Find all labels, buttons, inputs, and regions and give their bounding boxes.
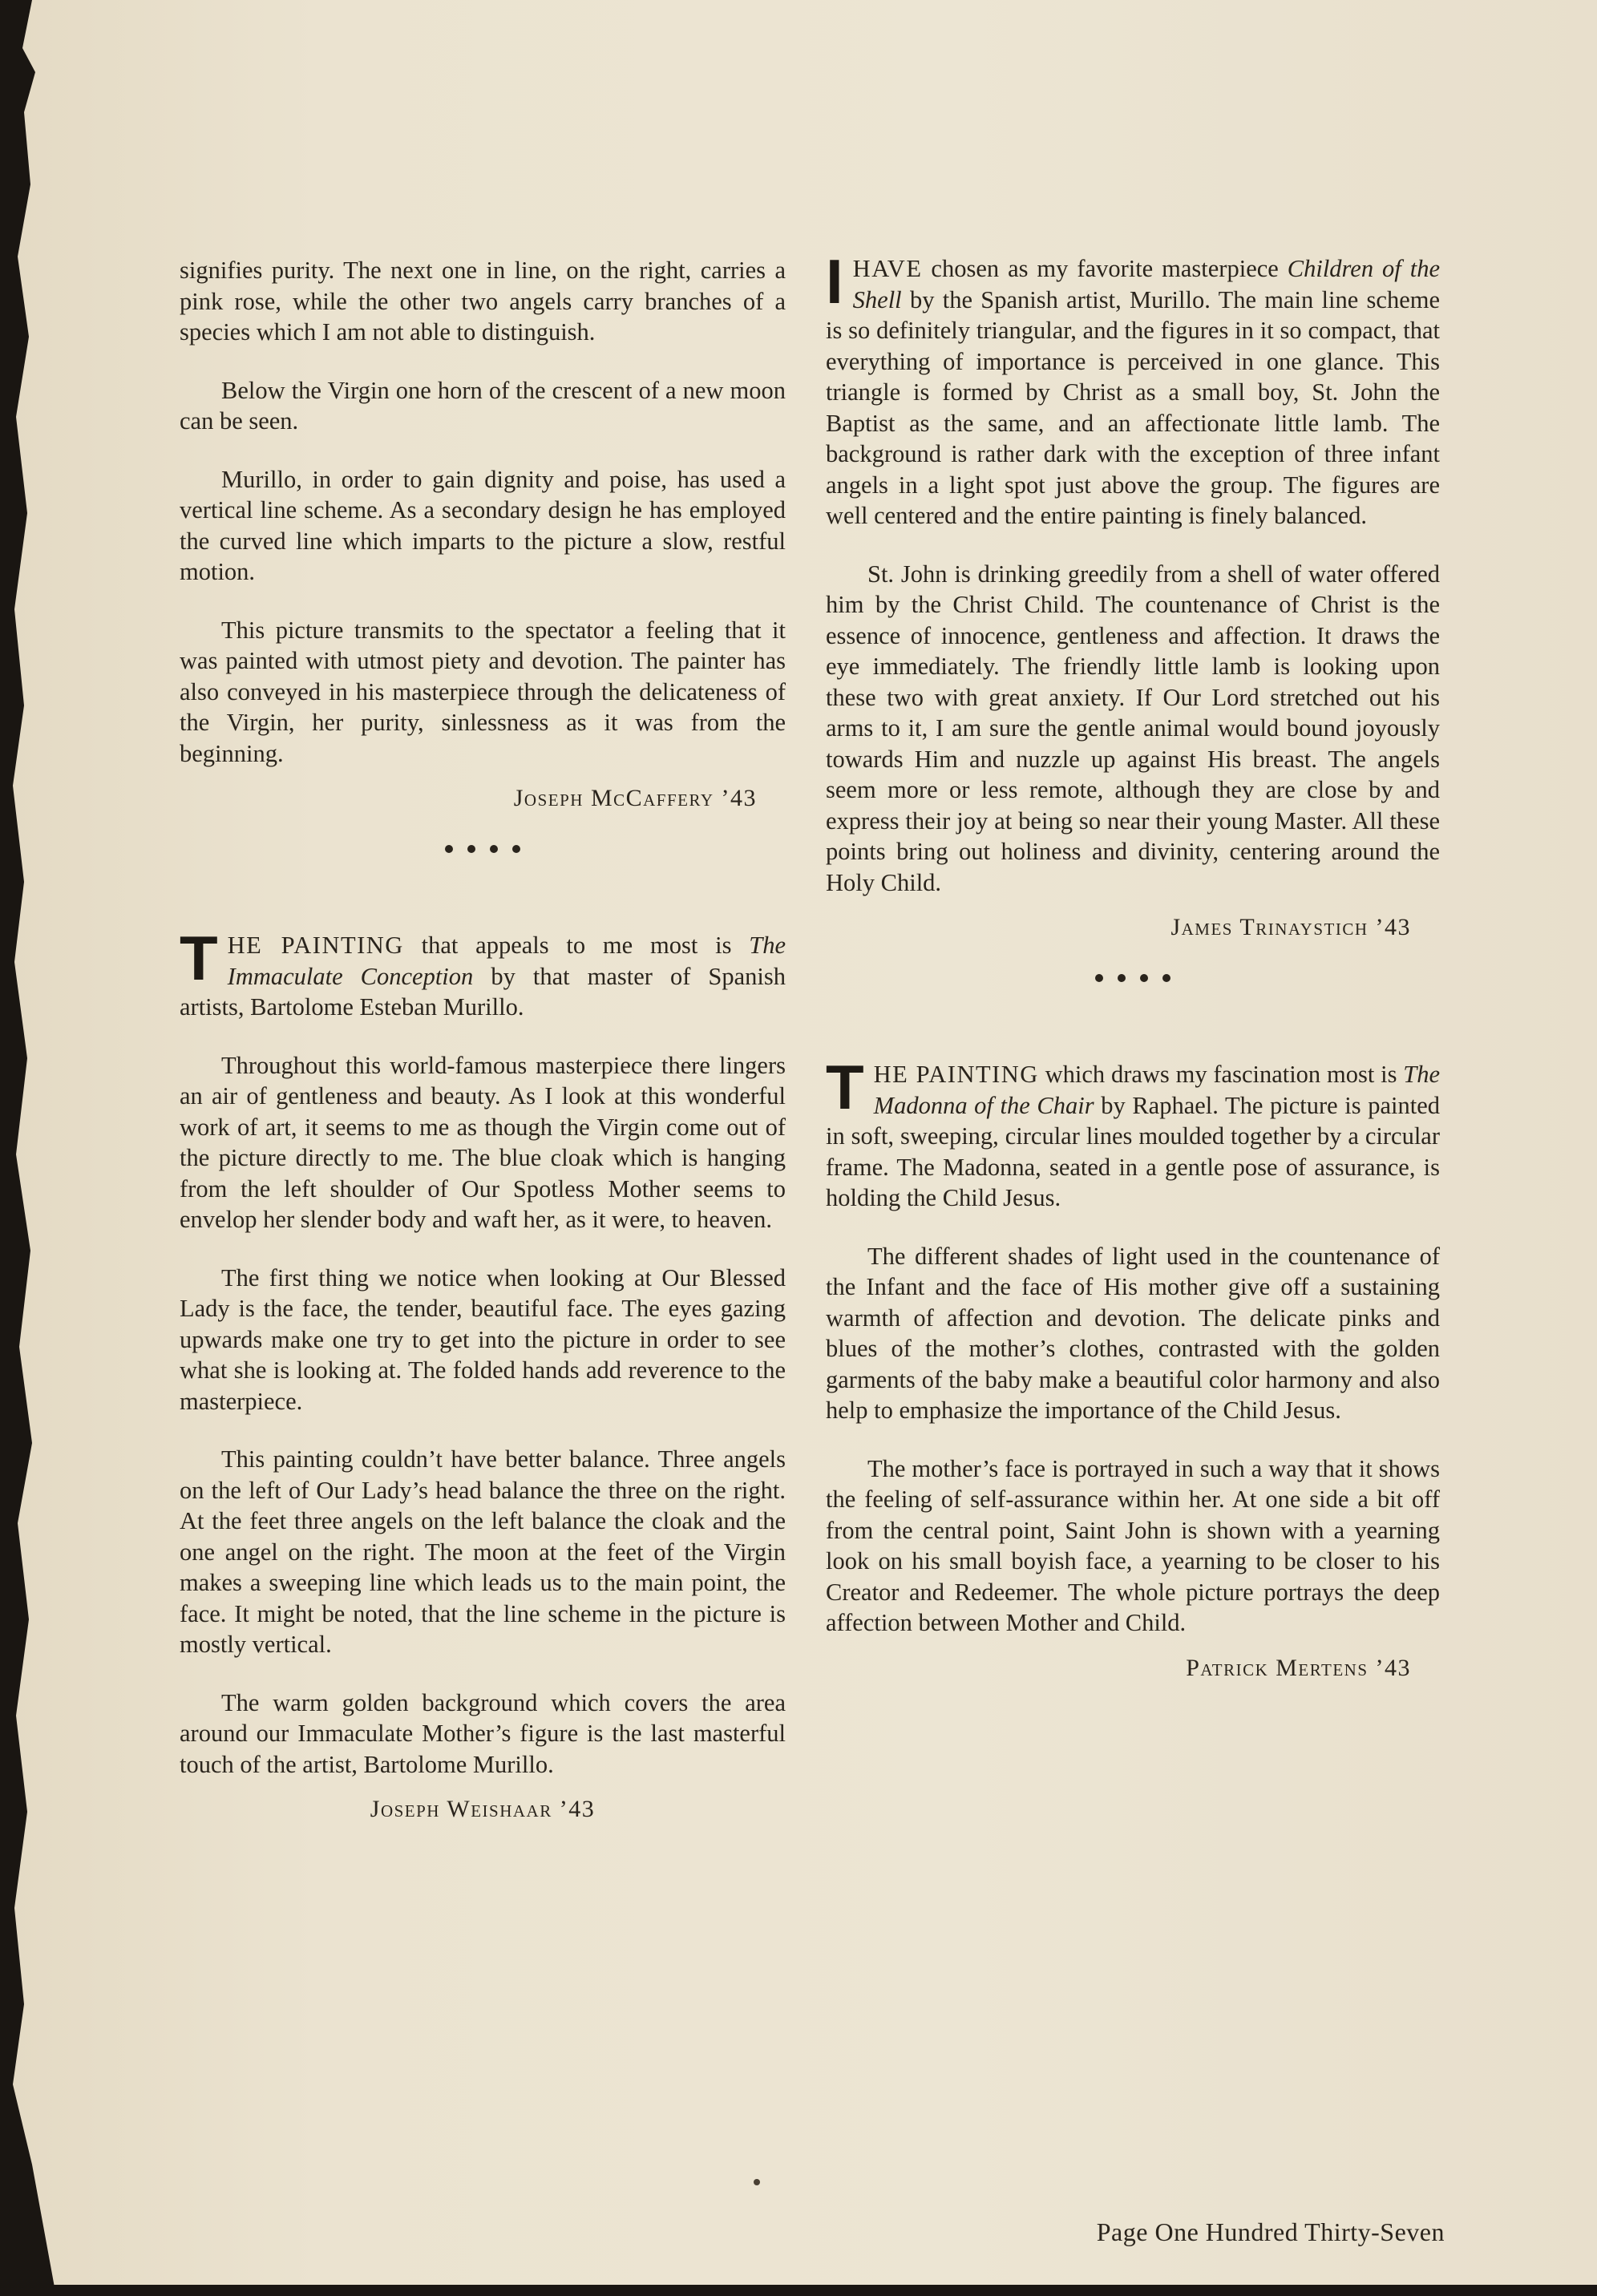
- essay-opener: THE PAINTING that appeals to me most is The Immaculate Conception by that master of Spanish artists, Bartolome Esteban Murillo.: [180, 923, 786, 1021]
- drop-cap: T: [826, 1052, 864, 1122]
- paragraph: The first thing we notice when looking at Our Blessed Lady is the face, the tender, beautiful face. The eyes gazing upwards make one try to get into the picture in order to see what she is looking at. The folded hands add reverence to the masterpiece.: [180, 1263, 786, 1415]
- essay-immaculate-conception: [180, 923, 786, 1825]
- bottom-edge: [0, 2285, 1597, 2296]
- paragraph: Below the Virgin one horn of the crescent of a new moon can be seen.: [180, 376, 786, 435]
- paragraph: Murillo, in order to gain dignity and poise, has used a vertical line scheme. As a secondary design he has employed the curved line which imparts to the picture a slow, restful motion.: [180, 465, 786, 585]
- essay-opener: THE PAINTING which draws my fascination most is The Madonna of the Chair by Raphael. The picture is painted in soft, sweeping, circular lines moulded together by a circular frame. The Madonna, seated in a gentle pose of assurance, is holding the Child Jesus.: [826, 1052, 1440, 1211]
- author-signature: Joseph Weishaar ’43: [370, 1796, 596, 1822]
- paragraph: St. John is drinking greedily from a shell of water offered him by the Christ Child. The countenance of Christ is the essence of innocence, gentleness and affection. It draws the eye immediately. The friendly little lamb is looking upon these two with great anxiety. If Our Lord stretched out his arms to it, I am sure the gentle animal would bound joyously towards Him and nuzzle up against His breast. The angels seem more or less remote, although they are close by and express their joy at being so near their young Master. All these points bring out holiness and divinity, centering around the Holy Child.: [826, 560, 1440, 896]
- page-number: Page One Hundred Thirty-Seven: [1096, 2217, 1445, 2246]
- paragraph: Throughout this world-famous masterpiece there lingers an air of gentleness and beauty. As I look at this wonderful work of art, it seems to me as though the Virgin come out of the picture directly to me. The blue cloak which is hanging from the left shoulder of Our Spotless Mother seems to envelop her slender body and waft her, as it were, to heaven.: [180, 1051, 786, 1233]
- left-column: [180, 255, 786, 1825]
- paragraph: The different shades of light used in the countenance of the Infant and the face of His mother give off a sustaining warmth of affection and devotion. The delicate pinks and blues of the mother’s clothes, contrasted with the golden garments of the baby make a beautiful color harmony and also help to emphasize the importance of the Child Jesus.: [826, 1242, 1440, 1424]
- artwork-title: The Immaculate Conception: [227, 932, 786, 990]
- paragraph: This painting couldn’t have better balance. Three angels on the left of Our Lady’s head balance the three on the right. At the feet three angels on the left balance the cloak and the one angel on the right. The moon at the feet of the Virgin makes a sweeping line which leads us to the main point, the face. It might be noted, that the line scheme in the picture is mostly vertical.: [180, 1445, 786, 1658]
- author-signature: Joseph McCaffery ’43: [513, 785, 757, 811]
- section-divider: [180, 832, 786, 863]
- paragraph: The mother’s face is portrayed in such a way that it shows the feeling of self-assurance within her. At one side a bit off from the central point, Saint John is shown with a yearning look on his small boyish face, a yearning to be closer to his Creator and Redeemer. The whole picture portrays the deep affection between Mother and Child.: [826, 1454, 1440, 1636]
- right-column: [826, 246, 1440, 1684]
- artwork-title: The Madonna of the Chair: [873, 1061, 1440, 1119]
- essay-children-of-the-shell: [826, 246, 1440, 944]
- paragraph: The warm golden background which covers the area around our Immaculate Mother’s figure is the last masterful touch of the artist, Bartolome Murillo.: [180, 1688, 786, 1778]
- paragraph: This picture transmits to the spectator a feeling that it was painted with utmost piety and devotion. The painter has also conveyed in his masterpiece through the delicateness of the Virgin, her purity, sinlessness as it was from the beginning.: [180, 616, 786, 767]
- drop-cap: T: [180, 923, 218, 993]
- author-signature: James Trinaystich ’43: [1170, 914, 1411, 940]
- artwork-title: Children of the Shell: [852, 255, 1440, 313]
- drop-cap: I: [826, 246, 843, 317]
- essay-opener: IHAVE chosen as my favorite masterpiece Children of the Shell by the Spanish artist, Murillo. The main line scheme is so definitely triangular, and the figures in it so compact, that everything of importance is perceived in one glance. This triangle is formed by Christ as a small boy, St. John the Baptist as the same, and an affectionate little lamb. The background is rather dark with the exception of three infant angels in a light spot just above the group. The figures are well centered and the entire painting is finely balanced.: [826, 246, 1440, 529]
- ink-mark: [754, 2179, 760, 2185]
- torn-paper-edge: [0, 0, 76, 2296]
- author-signature: Patrick Mertens ’43: [1186, 1654, 1411, 1681]
- paragraph: signifies purity. The next one in line, on the right, carries a pink rose, while the other two angels carry branches of a species which I am not able to distinguish.: [180, 257, 786, 346]
- essay-madonna-of-the-chair: [826, 1052, 1440, 1684]
- section-divider: [826, 961, 1440, 992]
